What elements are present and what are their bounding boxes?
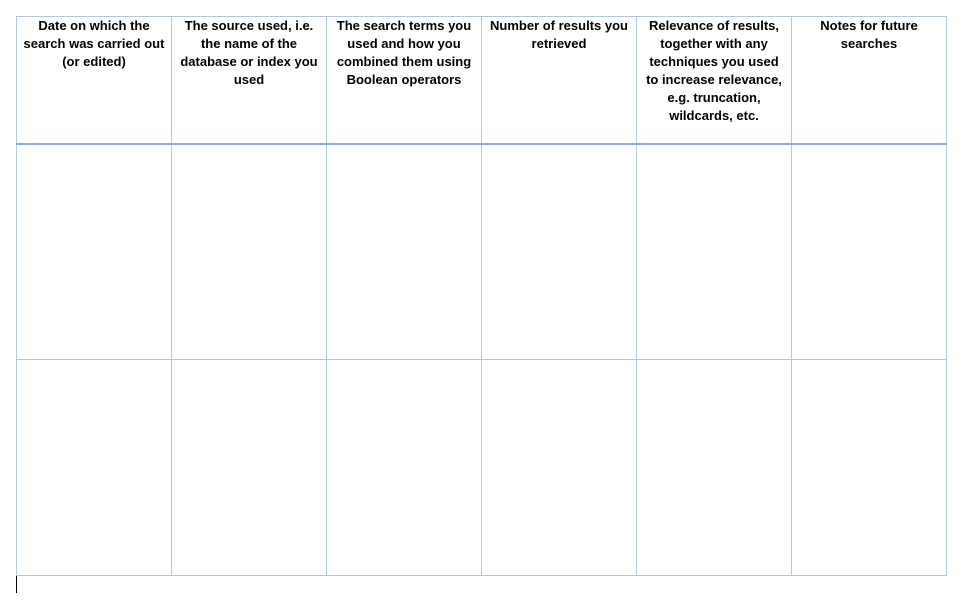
table-cell[interactable] xyxy=(17,360,172,576)
header-row xyxy=(17,17,947,144)
header-notes[interactable]: Notes for future searches xyxy=(792,17,947,144)
table-row xyxy=(17,144,947,360)
header-search-terms[interactable]: The search terms you used and how you combined them using Boolean operators xyxy=(327,17,482,144)
table-cell[interactable] xyxy=(792,360,947,576)
table-cell[interactable] xyxy=(327,144,482,360)
table-cell[interactable] xyxy=(482,360,637,576)
table-cell[interactable] xyxy=(17,144,172,360)
table-cell[interactable] xyxy=(482,144,637,360)
table-row xyxy=(17,360,947,576)
document-page xyxy=(16,16,947,576)
table-cell[interactable] xyxy=(327,360,482,576)
header-date[interactable]: Date on which the search was carried out (or edited) xyxy=(17,17,172,144)
text-cursor xyxy=(16,576,17,593)
header-relevance[interactable]: Relevance of results, together with any techniques you used to increase relevance, e.g. truncation, wildcards, etc. xyxy=(637,17,792,144)
table-cell[interactable] xyxy=(637,144,792,360)
table-cell[interactable] xyxy=(172,360,327,576)
table-cell[interactable] xyxy=(792,144,947,360)
table-cell[interactable] xyxy=(637,360,792,576)
table-cell[interactable] xyxy=(172,144,327,360)
header-number-of-results[interactable]: Number of results you retrieved xyxy=(482,17,637,144)
header-source[interactable]: The source used, i.e. the name of the database or index you used xyxy=(172,17,327,144)
search-log-table xyxy=(16,16,947,576)
